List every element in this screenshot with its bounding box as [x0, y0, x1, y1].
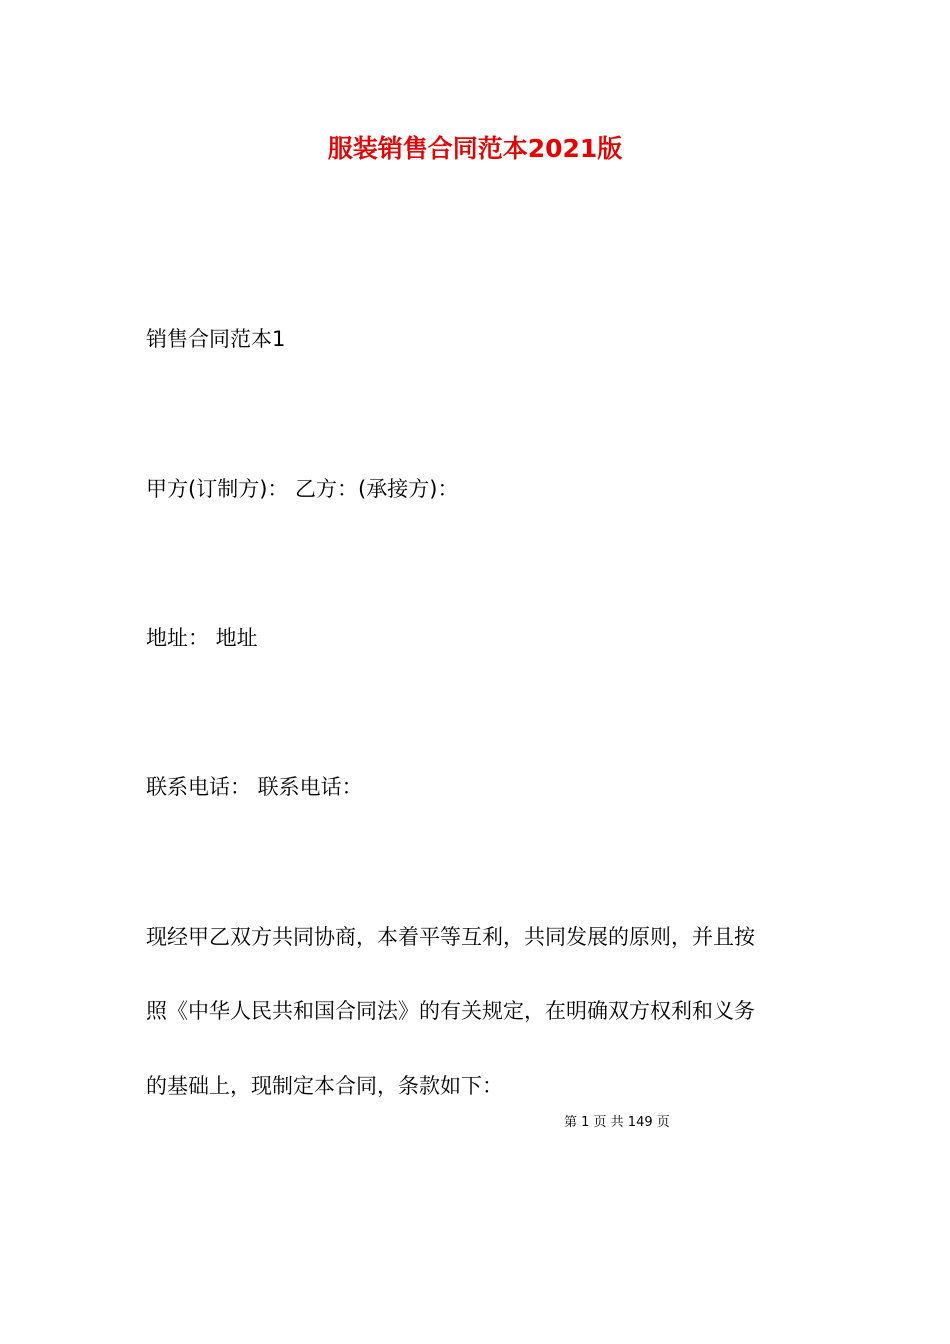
intro-paragraph-line: 的基础上，现制定本合同，条款如下： — [146, 1074, 503, 1098]
document-title: 服装销售合同范本2021版 — [327, 134, 623, 163]
parties-line: 甲方(订制方)： 乙方：(承接方)： — [146, 477, 459, 501]
page-number: 第 1 页 共 149 页 — [564, 1115, 670, 1130]
intro-paragraph-line: 照《中华人民共和国合同法》的有关规定，在明确双方权利和义务 — [146, 999, 755, 1023]
section-heading: 销售合同范本1 — [146, 327, 286, 351]
address-line: 地址： 地址 — [146, 626, 258, 650]
phone-line: 联系电话： 联系电话： — [146, 775, 363, 799]
intro-paragraph-line: 现经甲乙双方共同协商，本着平等互利，共同发展的原则，并且按 — [146, 925, 755, 949]
